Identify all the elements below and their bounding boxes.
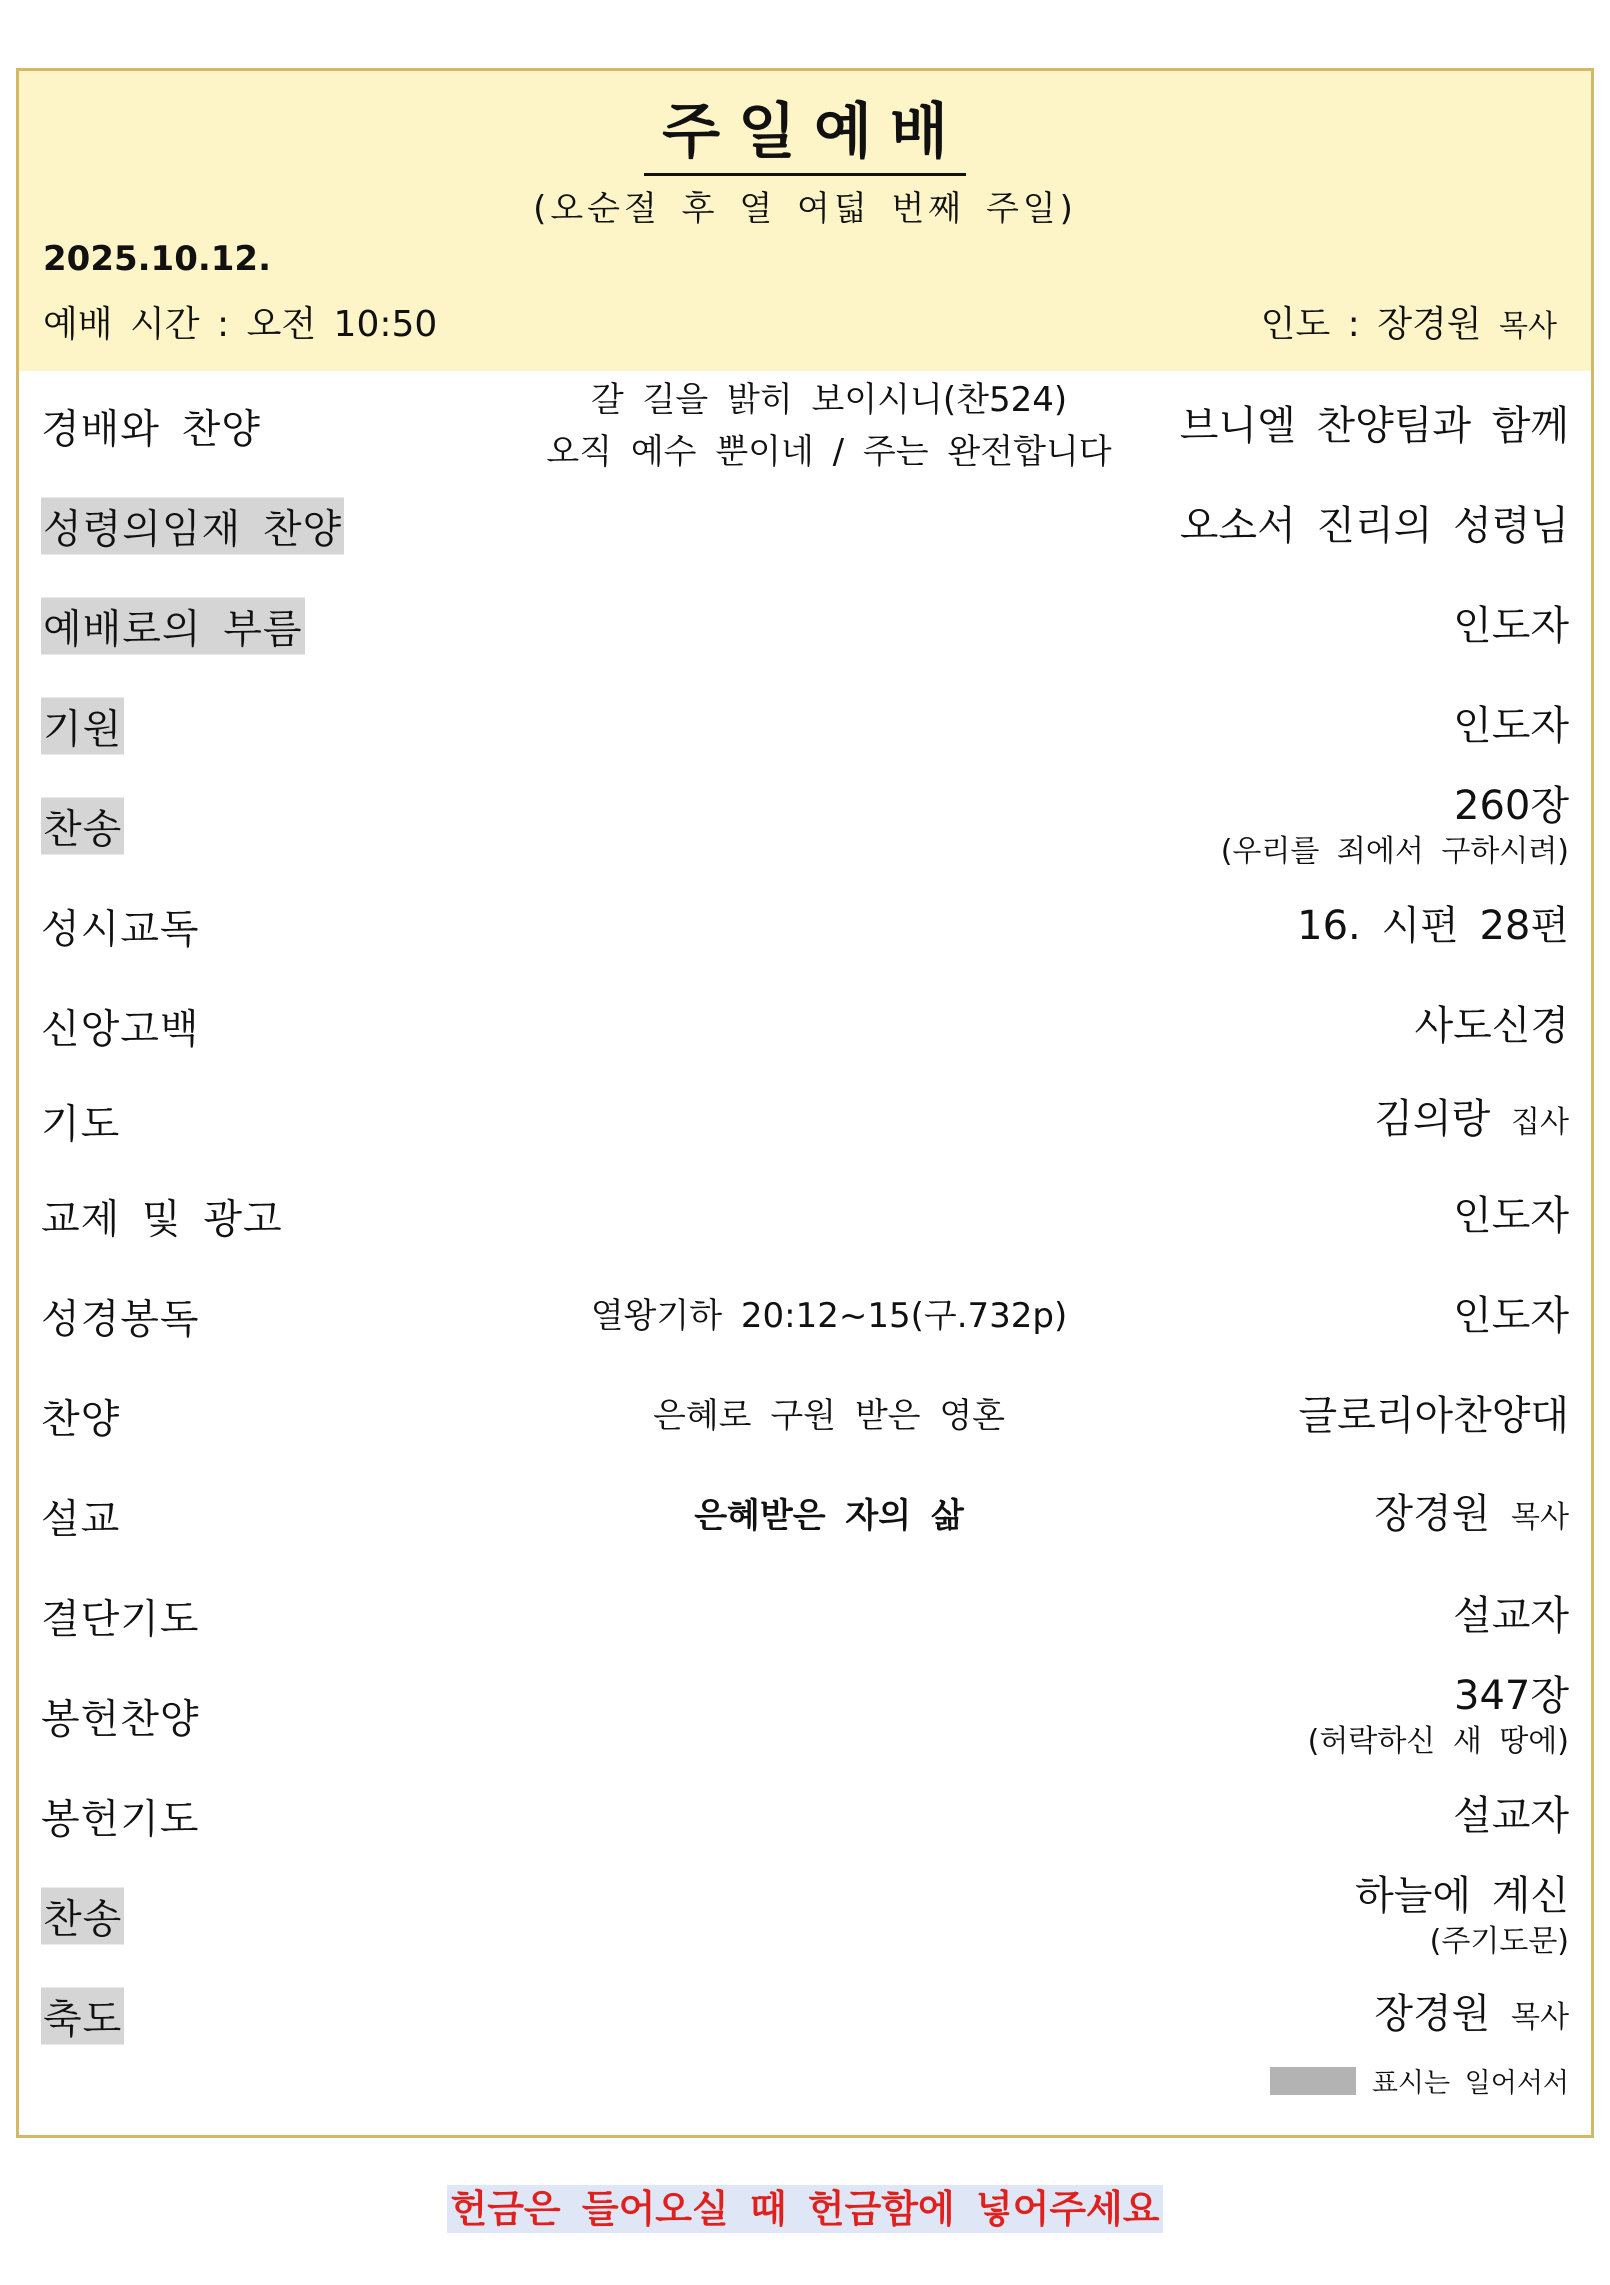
hymn-title: (우리를 죄에서 구하시려)	[1220, 834, 1569, 869]
order-label: 축도	[41, 1988, 124, 2045]
hymn-number: 하늘에 계신	[1355, 1873, 1569, 1919]
service-time: 예배 시간 : 오전 10:50	[43, 304, 438, 345]
person-title: 집사	[1511, 1105, 1569, 1140]
order-right: 인도자	[1453, 1193, 1569, 1239]
order-row-prayer	[19, 1076, 1591, 1166]
order-right: 사도신경	[1414, 1003, 1569, 1049]
order-row-scripture	[19, 1271, 1591, 1361]
hymn-title: (허락하신 새 땅에)	[1307, 1724, 1569, 1759]
service-date: 2025.10.12.	[43, 239, 272, 279]
order-row-announcements	[19, 1171, 1591, 1261]
order-row-creed	[19, 981, 1591, 1071]
order-right: 설교자	[1453, 1793, 1569, 1839]
order-label: 신앙고백	[41, 1006, 200, 1053]
order-right	[1374, 1093, 1569, 1149]
order-right	[1374, 1488, 1569, 1544]
order-mid-line: 갈 길을 밝히 보이시니(찬524)	[590, 380, 1068, 420]
order-row-closing-hymn	[19, 1871, 1591, 1961]
order-mid: 은혜로 구원 받은 영혼	[652, 1396, 1006, 1436]
order-label: 기도	[41, 1101, 121, 1148]
leader-title: 목사	[1499, 309, 1557, 344]
order-right: 오소서 진리의 성령님	[1179, 503, 1569, 549]
order-label: 기원	[41, 698, 124, 755]
order-right: 인도자	[1453, 1293, 1569, 1339]
order-label: 봉헌기도	[41, 1796, 200, 1843]
order-right	[1221, 780, 1569, 872]
order-right	[1308, 1670, 1569, 1762]
page-title-wrap	[19, 93, 1591, 171]
bulletin-frame	[16, 68, 1594, 2138]
leader-name: 인도 : 장경원	[1260, 304, 1482, 345]
service-leader	[1261, 296, 1557, 347]
order-mid	[479, 374, 1179, 478]
person-title: 목사	[1511, 2000, 1569, 2035]
person-title: 목사	[1511, 1500, 1569, 1535]
order-row-hymn	[19, 781, 1591, 871]
footer-notice	[0, 2178, 1610, 2233]
order-mid: 열왕기하 20:12~15(구.732p)	[590, 1296, 1068, 1336]
order-row-spirit-praise	[19, 481, 1591, 571]
order-right: 인도자	[1453, 603, 1569, 649]
order-label: 찬송	[41, 1888, 124, 1945]
order-label: 찬양	[41, 1396, 121, 1443]
order-label: 예배로의 부름	[41, 598, 305, 655]
order-row-offering-prayer	[19, 1771, 1591, 1861]
offering-notice: 헌금은 들어오실 때 헌금함에 넣어주세요	[447, 2185, 1164, 2233]
order-right	[1374, 1988, 1569, 2044]
order-mid-line: 오직 예수 뿐이네 / 주는 완전합니다	[546, 432, 1112, 472]
legend-text: 표시는 일어서서	[1371, 2068, 1569, 2099]
hymn-title: (주기도문)	[1429, 1924, 1569, 1959]
order-label: 찬송	[41, 798, 124, 855]
order-row-call-to-worship	[19, 581, 1591, 671]
legend	[1270, 2061, 1569, 2100]
order-label: 경배와 찬양	[41, 406, 261, 453]
order-row-sermon	[19, 1471, 1591, 1561]
header	[19, 71, 1591, 371]
order-label: 봉헌찬양	[41, 1696, 200, 1743]
person-name: 장경원	[1374, 1991, 1491, 2037]
subtitle: (오순절 후 열 여덟 번째 주일)	[533, 189, 1077, 229]
order-label: 결단기도	[41, 1596, 200, 1643]
order-right: 인도자	[1453, 703, 1569, 749]
order-label: 성시교독	[41, 906, 200, 953]
order-label: 성경봉독	[41, 1296, 200, 1343]
order-row-decision-prayer	[19, 1571, 1591, 1661]
order-row-responsive-reading	[19, 881, 1591, 971]
hymn-number: 260장	[1454, 783, 1569, 829]
order-row-offering-song	[19, 1671, 1591, 1761]
page-title: 주일예배	[644, 97, 966, 176]
order-row-benediction	[19, 1971, 1591, 2061]
order-label: 교제 및 광고	[41, 1196, 283, 1243]
person-name: 장경원	[1374, 1491, 1491, 1537]
legend-swatch	[1270, 2067, 1356, 2095]
order-right	[1355, 1870, 1569, 1962]
sermon-title: 은혜받은 자의 삶	[694, 1496, 964, 1536]
hymn-number: 347장	[1454, 1673, 1569, 1719]
order-right: 설교자	[1453, 1593, 1569, 1639]
person-name: 김의랑	[1374, 1096, 1491, 1142]
order-label: 설교	[41, 1496, 121, 1543]
order-right: 글로리아찬양대	[1298, 1393, 1569, 1439]
order-right: 16. 시편 28편	[1297, 903, 1569, 949]
order-row-praise	[19, 381, 1591, 471]
order-row-invocation	[19, 681, 1591, 771]
order-label: 성령의임재 찬양	[41, 498, 344, 555]
order-row-choir	[19, 1371, 1591, 1461]
order-right: 브니엘 찬양팀과 함께	[1179, 403, 1569, 449]
